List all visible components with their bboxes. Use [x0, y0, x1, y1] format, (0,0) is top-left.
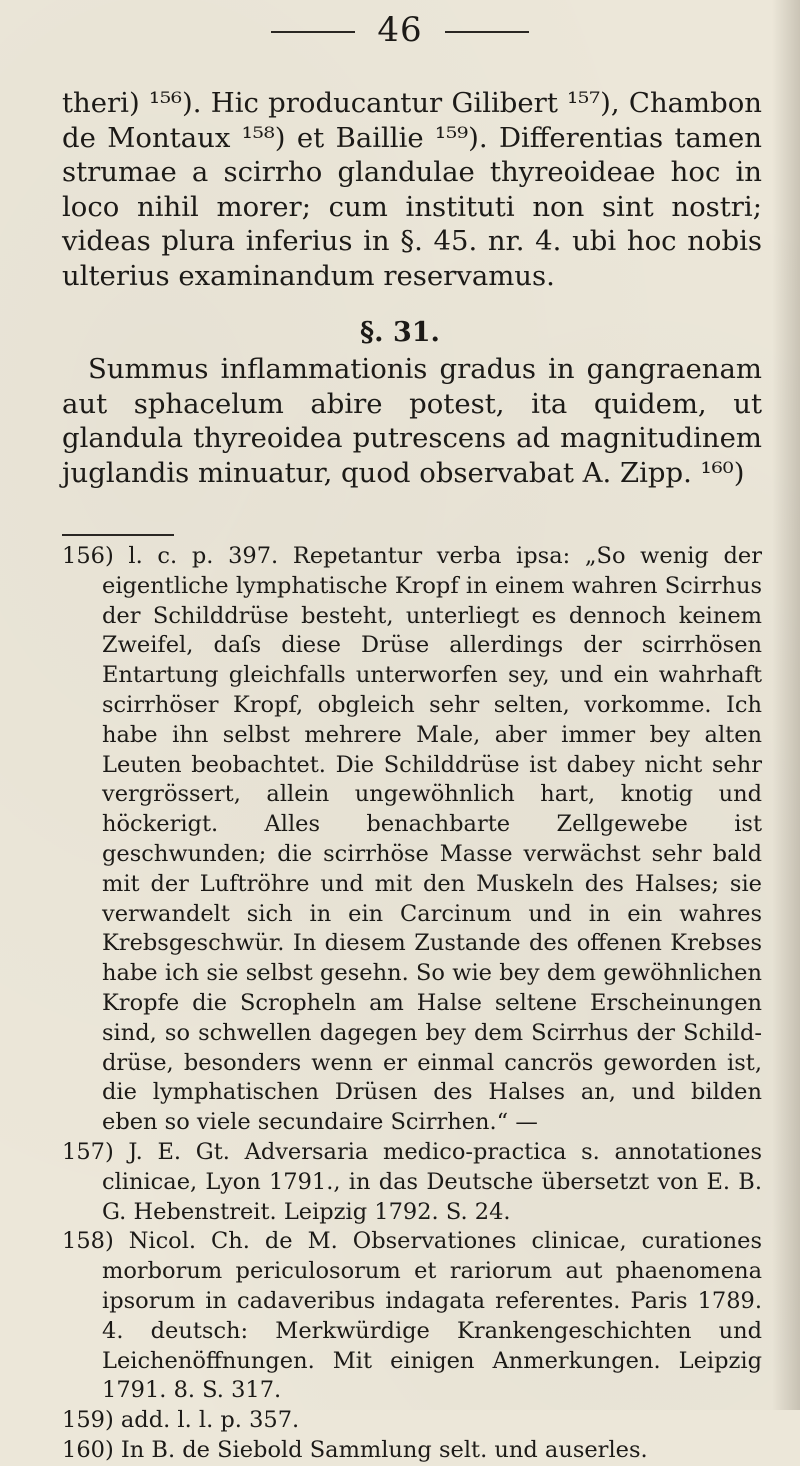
footnotes	[62, 542, 762, 1466]
footnote-157: 157) J. E. Gt. Adversaria medico-practica s. annotationes clinicae, Lyon 1791., in das Deutsche übersetzt von E. B. G. Hebenstreit. Leipzig 1792. S. 24.	[62, 1138, 762, 1225]
paragraph-2: Summus inflammationis gradus in gangraenam aut sphacelum abire potest, ita quidem, ut glandula thyreoidea putrescens ad magnitudinem juglandis minuatur, quod observabat A. Zipp. ¹⁶⁰)	[62, 353, 762, 489]
paragraph-1: theri) ¹⁵⁶). Hic producantur Gilibert ¹⁵⁷), Chambon de Montaux ¹⁵⁸) et Baillie ¹⁵⁹). Differentias tamen strumae a scirrho glandulae thyreoideae hoc in loco nihil morer; cum instituti non sint nostri; videas plura inferius in §. 45. nr. 4. ubi hoc nobis ulterius examinandum reservamus.	[62, 87, 762, 292]
page-header	[0, 10, 800, 50]
footnote-divider	[62, 534, 174, 536]
footnote-156: 156) l. c. p. 397. Repetantur verba ipsa: „So wenig der eigentliche lymphatische Kropf in einem wahren Scirrhus der Schilddrüse besteht, unterliegt es dennoch keinem Zweifel, daſs diese Drüse allerdings der scirrhösen Entartung gleichfalls unterworfen sey, und ein wahrhaft scirrhöser Kropf, obgleich sehr selten, vorkomme. Ich habe ihn selbst mehrere Male, aber immer bey alten Leuten beobachtet. Die Schilddrüse ist dabey nicht sehr vergrössert, allein ungewöhnlich hart, knotig und höckerigt. Alles benachbarte Zellgewebe ist geschwunden; die scirrhöse Masse verwächst sehr bald mit der Luftröhre und mit den Muskeln des Halses; sie verwandelt sich in ein Carcinum und in ein wahres Krebsgeschwür. In diesem Zustande des offenen Krebses habe ich sie selbst gesehn. So wie bey dem gewöhnlichen Kropfe die Scropheln am Halse seltene Erscheinungen sind, so schwellen dagegen bey dem Scirrhus der Schilddrüse, besonders wenn er einmal cancrös geworden ist, die lymphatischen Drüsen des Halses an, und bilden eben so viele secundaire Scirrhen.“ —	[62, 543, 762, 1136]
page-edge-shadow	[772, 0, 800, 1410]
footnote-159: 159) add. l. l. p. 357.	[62, 1407, 300, 1434]
header-rule-right	[445, 31, 529, 33]
page-number: 46	[377, 10, 423, 50]
header-rule-left	[271, 31, 355, 33]
footnote-160: 160) In B. de Siebold Sammlung selt. und auserles.	[62, 1436, 648, 1463]
main-text	[62, 86, 762, 293]
main-text-2	[62, 352, 762, 490]
section-heading: §. 31.	[360, 317, 440, 348]
footnote-158: 158) Nicol. Ch. de M. Observationes clinicae, curationes morborum periculosorum et rariorum aut phaenomena ipsorum in cadaveribus indagata referentes. Paris 1789. 4. deutsch: Merkwürdige Krankengeschichten und Leichenöffnungen. Mit einigen Anmerkungen. Leipzig 1791. 8. S. 317.	[62, 1228, 762, 1404]
